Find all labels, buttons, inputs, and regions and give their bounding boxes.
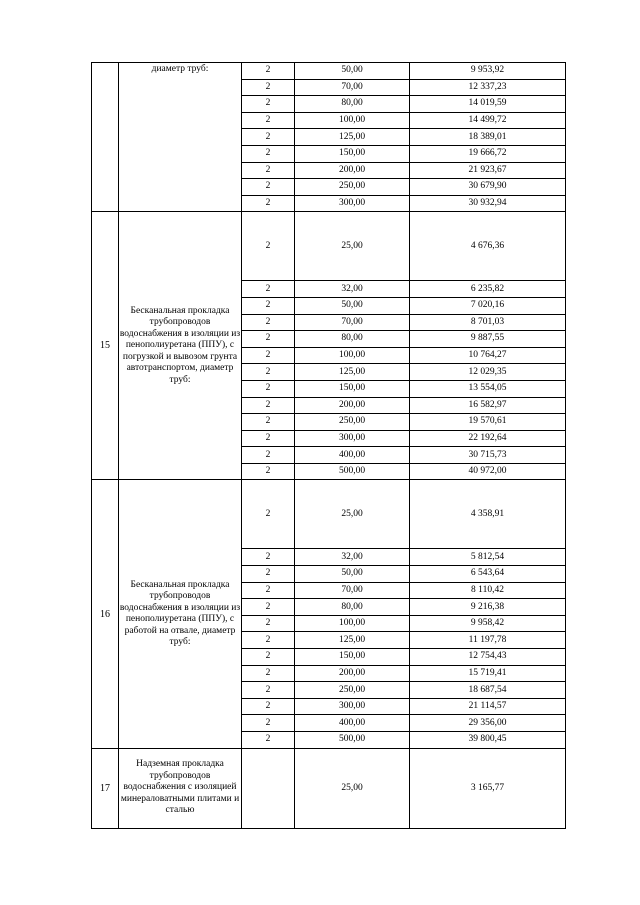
table-row xyxy=(92,212,566,281)
category-cell: 2 xyxy=(242,615,295,632)
category-cell: 2 xyxy=(242,314,295,331)
diameter-cell: 70,00 xyxy=(295,314,410,331)
category-cell: 2 xyxy=(242,582,295,599)
diameter-cell: 300,00 xyxy=(295,195,410,212)
category-cell: 2 xyxy=(242,599,295,616)
diameter-cell: 70,00 xyxy=(295,79,410,96)
category-cell: 2 xyxy=(242,129,295,146)
category-cell: 2 xyxy=(242,447,295,464)
price-cell: 12 754,43 xyxy=(410,649,566,666)
table-row xyxy=(92,480,566,549)
diameter-cell: 300,00 xyxy=(295,698,410,715)
category-cell: 2 xyxy=(242,162,295,179)
diameter-cell: 70,00 xyxy=(295,582,410,599)
diameter-cell: 80,00 xyxy=(295,331,410,348)
category-cell: 2 xyxy=(242,732,295,749)
item-description-cell: Надземная прокладка трубопроводов водоснабжения с изоляцией минераловатными плитами и сталью xyxy=(119,748,242,828)
price-cell: 8 110,42 xyxy=(410,582,566,599)
diameter-cell: 400,00 xyxy=(295,715,410,732)
category-cell: 2 xyxy=(242,212,295,281)
diameter-cell: 25,00 xyxy=(295,212,410,281)
category-cell: 2 xyxy=(242,397,295,414)
price-cell: 5 812,54 xyxy=(410,549,566,566)
category-cell: 2 xyxy=(242,430,295,447)
category-cell: 2 xyxy=(242,63,295,80)
diameter-cell: 125,00 xyxy=(295,129,410,146)
category-cell: 2 xyxy=(242,380,295,397)
category-cell: 2 xyxy=(242,649,295,666)
price-cell: 8 701,03 xyxy=(410,314,566,331)
category-cell: 2 xyxy=(242,682,295,699)
diameter-cell: 150,00 xyxy=(295,145,410,162)
price-cell: 14 019,59 xyxy=(410,96,566,113)
category-cell: 2 xyxy=(242,179,295,196)
diameter-cell: 80,00 xyxy=(295,96,410,113)
diameter-cell: 100,00 xyxy=(295,112,410,129)
diameter-cell: 150,00 xyxy=(295,649,410,666)
category-cell: 2 xyxy=(242,414,295,431)
price-cell: 11 197,78 xyxy=(410,632,566,649)
diameter-cell: 50,00 xyxy=(295,297,410,314)
diameter-cell: 200,00 xyxy=(295,397,410,414)
diameter-cell: 300,00 xyxy=(295,430,410,447)
item-number-cell xyxy=(92,63,119,212)
category-cell: 2 xyxy=(242,281,295,298)
price-cell: 10 764,27 xyxy=(410,347,566,364)
diameter-cell: 100,00 xyxy=(295,347,410,364)
diameter-cell: 500,00 xyxy=(295,463,410,480)
diameter-cell: 50,00 xyxy=(295,566,410,583)
diameter-cell: 32,00 xyxy=(295,281,410,298)
table-row xyxy=(92,748,566,828)
diameter-cell: 125,00 xyxy=(295,364,410,381)
price-cell: 12 029,35 xyxy=(410,364,566,381)
diameter-cell: 200,00 xyxy=(295,665,410,682)
diameter-cell: 150,00 xyxy=(295,380,410,397)
price-cell: 9 887,55 xyxy=(410,331,566,348)
diameter-cell: 80,00 xyxy=(295,599,410,616)
price-cell: 6 235,82 xyxy=(410,281,566,298)
price-cell: 12 337,23 xyxy=(410,79,566,96)
table-row xyxy=(92,63,566,80)
price-cell: 3 165,77 xyxy=(410,748,566,828)
price-cell: 30 715,73 xyxy=(410,447,566,464)
category-cell: 2 xyxy=(242,195,295,212)
category-cell: 2 xyxy=(242,297,295,314)
category-cell: 2 xyxy=(242,566,295,583)
item-description-cell: Бесканальная прокладка трубопроводов водоснабжения в изоляции из пенополиуретана (ППУ), с погрузкой и вывозом грунта автотранспортом, диаметр труб: xyxy=(119,212,242,480)
price-cell: 21 114,57 xyxy=(410,698,566,715)
price-cell: 4 676,36 xyxy=(410,212,566,281)
category-cell: 2 xyxy=(242,480,295,549)
category-cell: 2 xyxy=(242,145,295,162)
price-cell: 7 020,16 xyxy=(410,297,566,314)
diameter-cell: 25,00 xyxy=(295,748,410,828)
diameter-cell: 50,00 xyxy=(295,63,410,80)
diameter-cell: 500,00 xyxy=(295,732,410,749)
price-cell: 18 389,01 xyxy=(410,129,566,146)
item-number-cell: 16 xyxy=(92,480,119,748)
price-cell: 30 932,94 xyxy=(410,195,566,212)
price-cell: 40 972,00 xyxy=(410,463,566,480)
category-cell: 2 xyxy=(242,549,295,566)
price-table xyxy=(91,62,566,829)
category-cell: 2 xyxy=(242,96,295,113)
price-cell: 19 666,72 xyxy=(410,145,566,162)
price-cell: 16 582,97 xyxy=(410,397,566,414)
diameter-cell: 250,00 xyxy=(295,414,410,431)
price-cell: 4 358,91 xyxy=(410,480,566,549)
diameter-cell: 400,00 xyxy=(295,447,410,464)
price-cell: 9 216,38 xyxy=(410,599,566,616)
price-cell: 18 687,54 xyxy=(410,682,566,699)
category-cell: 2 xyxy=(242,665,295,682)
category-cell: 2 xyxy=(242,632,295,649)
diameter-cell: 125,00 xyxy=(295,632,410,649)
price-cell: 14 499,72 xyxy=(410,112,566,129)
item-description-cell: Бесканальная прокладка трубопроводов водоснабжения в изоляции из пенополиуретана (ППУ), с работой на отвале, диаметр труб: xyxy=(119,480,242,748)
price-cell: 30 679,90 xyxy=(410,179,566,196)
diameter-cell: 25,00 xyxy=(295,480,410,549)
price-table-body xyxy=(92,63,566,829)
category-cell: 2 xyxy=(242,347,295,364)
price-cell: 39 800,45 xyxy=(410,732,566,749)
category-cell: 2 xyxy=(242,331,295,348)
price-cell: 9 953,92 xyxy=(410,63,566,80)
category-cell: 2 xyxy=(242,698,295,715)
price-cell: 29 356,00 xyxy=(410,715,566,732)
item-number-cell: 17 xyxy=(92,748,119,828)
diameter-cell: 250,00 xyxy=(295,179,410,196)
category-cell: 2 xyxy=(242,364,295,381)
item-description-cell: диаметр труб: xyxy=(119,63,242,212)
price-cell: 6 543,64 xyxy=(410,566,566,583)
category-cell: 2 xyxy=(242,79,295,96)
diameter-cell: 32,00 xyxy=(295,549,410,566)
diameter-cell: 250,00 xyxy=(295,682,410,699)
category-cell: 2 xyxy=(242,715,295,732)
price-cell: 19 570,61 xyxy=(410,414,566,431)
diameter-cell: 200,00 xyxy=(295,162,410,179)
diameter-cell: 100,00 xyxy=(295,615,410,632)
category-cell: 2 xyxy=(242,112,295,129)
item-number-cell: 15 xyxy=(92,212,119,480)
price-cell: 13 554,05 xyxy=(410,380,566,397)
category-cell: 2 xyxy=(242,463,295,480)
price-cell: 15 719,41 xyxy=(410,665,566,682)
price-cell: 21 923,67 xyxy=(410,162,566,179)
price-cell: 9 958,42 xyxy=(410,615,566,632)
price-cell: 22 192,64 xyxy=(410,430,566,447)
category-cell xyxy=(242,748,295,828)
